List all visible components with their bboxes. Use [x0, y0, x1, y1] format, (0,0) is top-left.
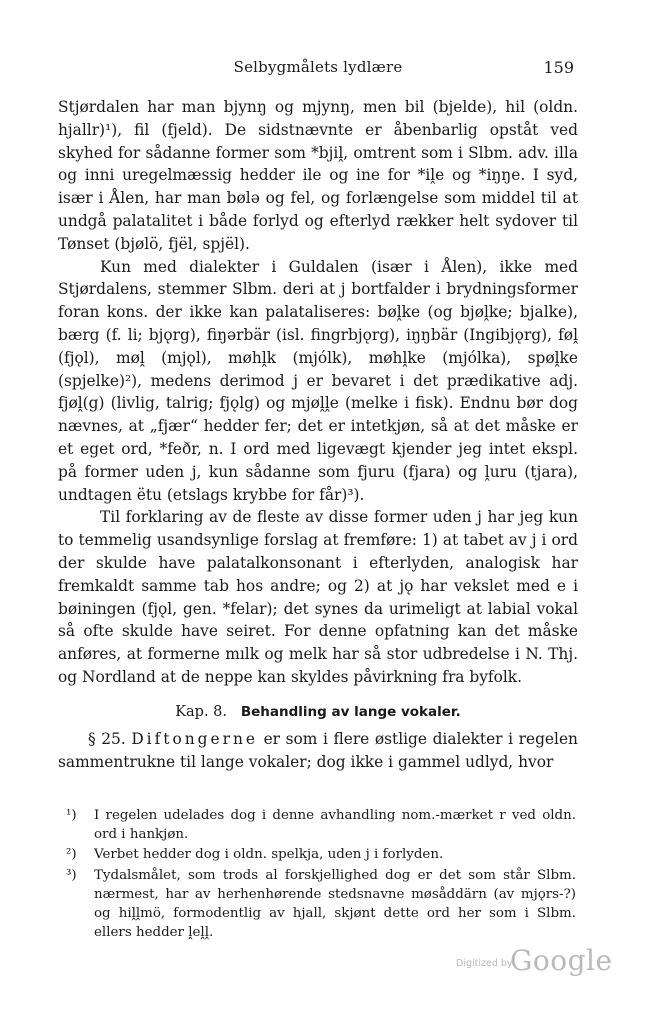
page-number: 159: [543, 58, 574, 77]
chapter-label: Kap. 8.: [175, 704, 227, 720]
footnote-text: Verbet hedder dog i oldn. spelkja, uden j i forlyden.: [94, 847, 444, 862]
footnote-mark: ²): [66, 847, 77, 862]
section-25: [58, 728, 578, 774]
watermark-digitized-by: Digitized by: [456, 958, 513, 969]
running-title: Selbygmålets lydlære: [233, 58, 403, 76]
running-header: [58, 58, 578, 82]
footnote-mark: ¹): [66, 808, 77, 823]
chapter-heading: [58, 704, 578, 720]
footnote-3: [66, 866, 576, 942]
footnote-text: I regelen udelades dog i denne avhandling nom.-mærket r ved oldn. ord i hankjøn.: [94, 808, 576, 842]
footnote-1: [66, 806, 576, 844]
section-number: § 25.: [88, 730, 126, 748]
footnote-text: Tydalsmålet, som trods al forskjellighed dog er det som står Slbm. nærmest, har av herhenhørende stedsnavne møsåddärn (av mjǫrs-?) og hiḽḽmö, formodentlig av hjall, skjønt dette ord her som i Slbm. ellers hedder ḽeḽḽ.: [94, 868, 576, 940]
paragraph-forklaring: Til forklaring av de fleste av disse former uden j har jeg kun to temmelig usandsynlige forslag at fremføre: 1) at tabet av j i ord der skulde have palatalkonsonant i efterlyden, analogisk har fremkaldt samme tab hos andre; og 2) at jǫ har vekslet med e i bøiningen (fjǫl, gen. *felar); det synes da urimeligt at labial vokal så ofte skulde have seiret. For denne opfatning kan det måske anføres, at formerne mılk og melk har så stor udbredelse i N. Thj. og Nordland at de neppe kan skyldes påvirkning fra byfolk.: [58, 508, 578, 686]
footnote-2: [66, 845, 576, 864]
google-watermark: [456, 944, 613, 978]
paragraph-guldalen: Kun med dialekter i Guldalen (især i Ålen), ikke med Stjørdalens, stemmer Slbm. deri at j bortfalder i brydningsformer foran kons. der ikke kan palataliseres: bøḽke (og bjøḽke; bjalke), bærg (f. li; bjǫrg), fiŋərbär (isl. fingrbjǫrg), iŋŋbär (Ingibjǫrg), føḽ (fjǫl), møḽ (mjǫl), møhḽk (mjólk), møhḽke (mjólka), spøḽke (spjelke)²), medens derimod j er bevaret i det prædikative adj. fjøḽ(g) (livlig, talrig; fjǫlg) og mjøḽḽe (melke i fisk). Endnu bør dog nævnes, at „fjær“ hedder fer; det er intetkjøn, så at det måske er et eget ord, *feðr, n. I ord med ligevægt kjender jeg intet ekspl. på former uden j, kun sådanne som fjuru (fjara) og ḽuru (tjara), undtagen ëtu (etslags krybbe for får)³).: [58, 257, 578, 504]
google-logo: Google: [510, 944, 613, 977]
main-text: [58, 96, 578, 689]
section-text: er som i flere østlige dialekter i regelen sammentrukne til lange vokaler; dog ikke i gammel udlyd, hvor: [58, 730, 578, 771]
footnote-mark: ³): [66, 868, 77, 883]
section-keyword: Diftongerne: [131, 730, 258, 748]
paragraph-continuation: Stjørdalen har man bjynŋ og mjynŋ, men bil (bjelde), hil (oldn. hjallr)¹), fil (fjeld). De sidstnævnte er åbenbarlig opståt ved skyhed for sådanne former som *bjiḽ, omtrent som i Slbm. adv. illa og inni uregelmæssig hedder ile og ine for *iḽe og *iŋŋe. I syd, især i Ålen, har man bølə og fel, og forlængelse som middel til at undgå palatalitet i både forlyd og efterlyd rækker helt sydover til Tønset (bjølö, fjël, spjël).: [58, 98, 578, 253]
chapter-title: Behandling av lange vokaler.: [240, 704, 461, 720]
